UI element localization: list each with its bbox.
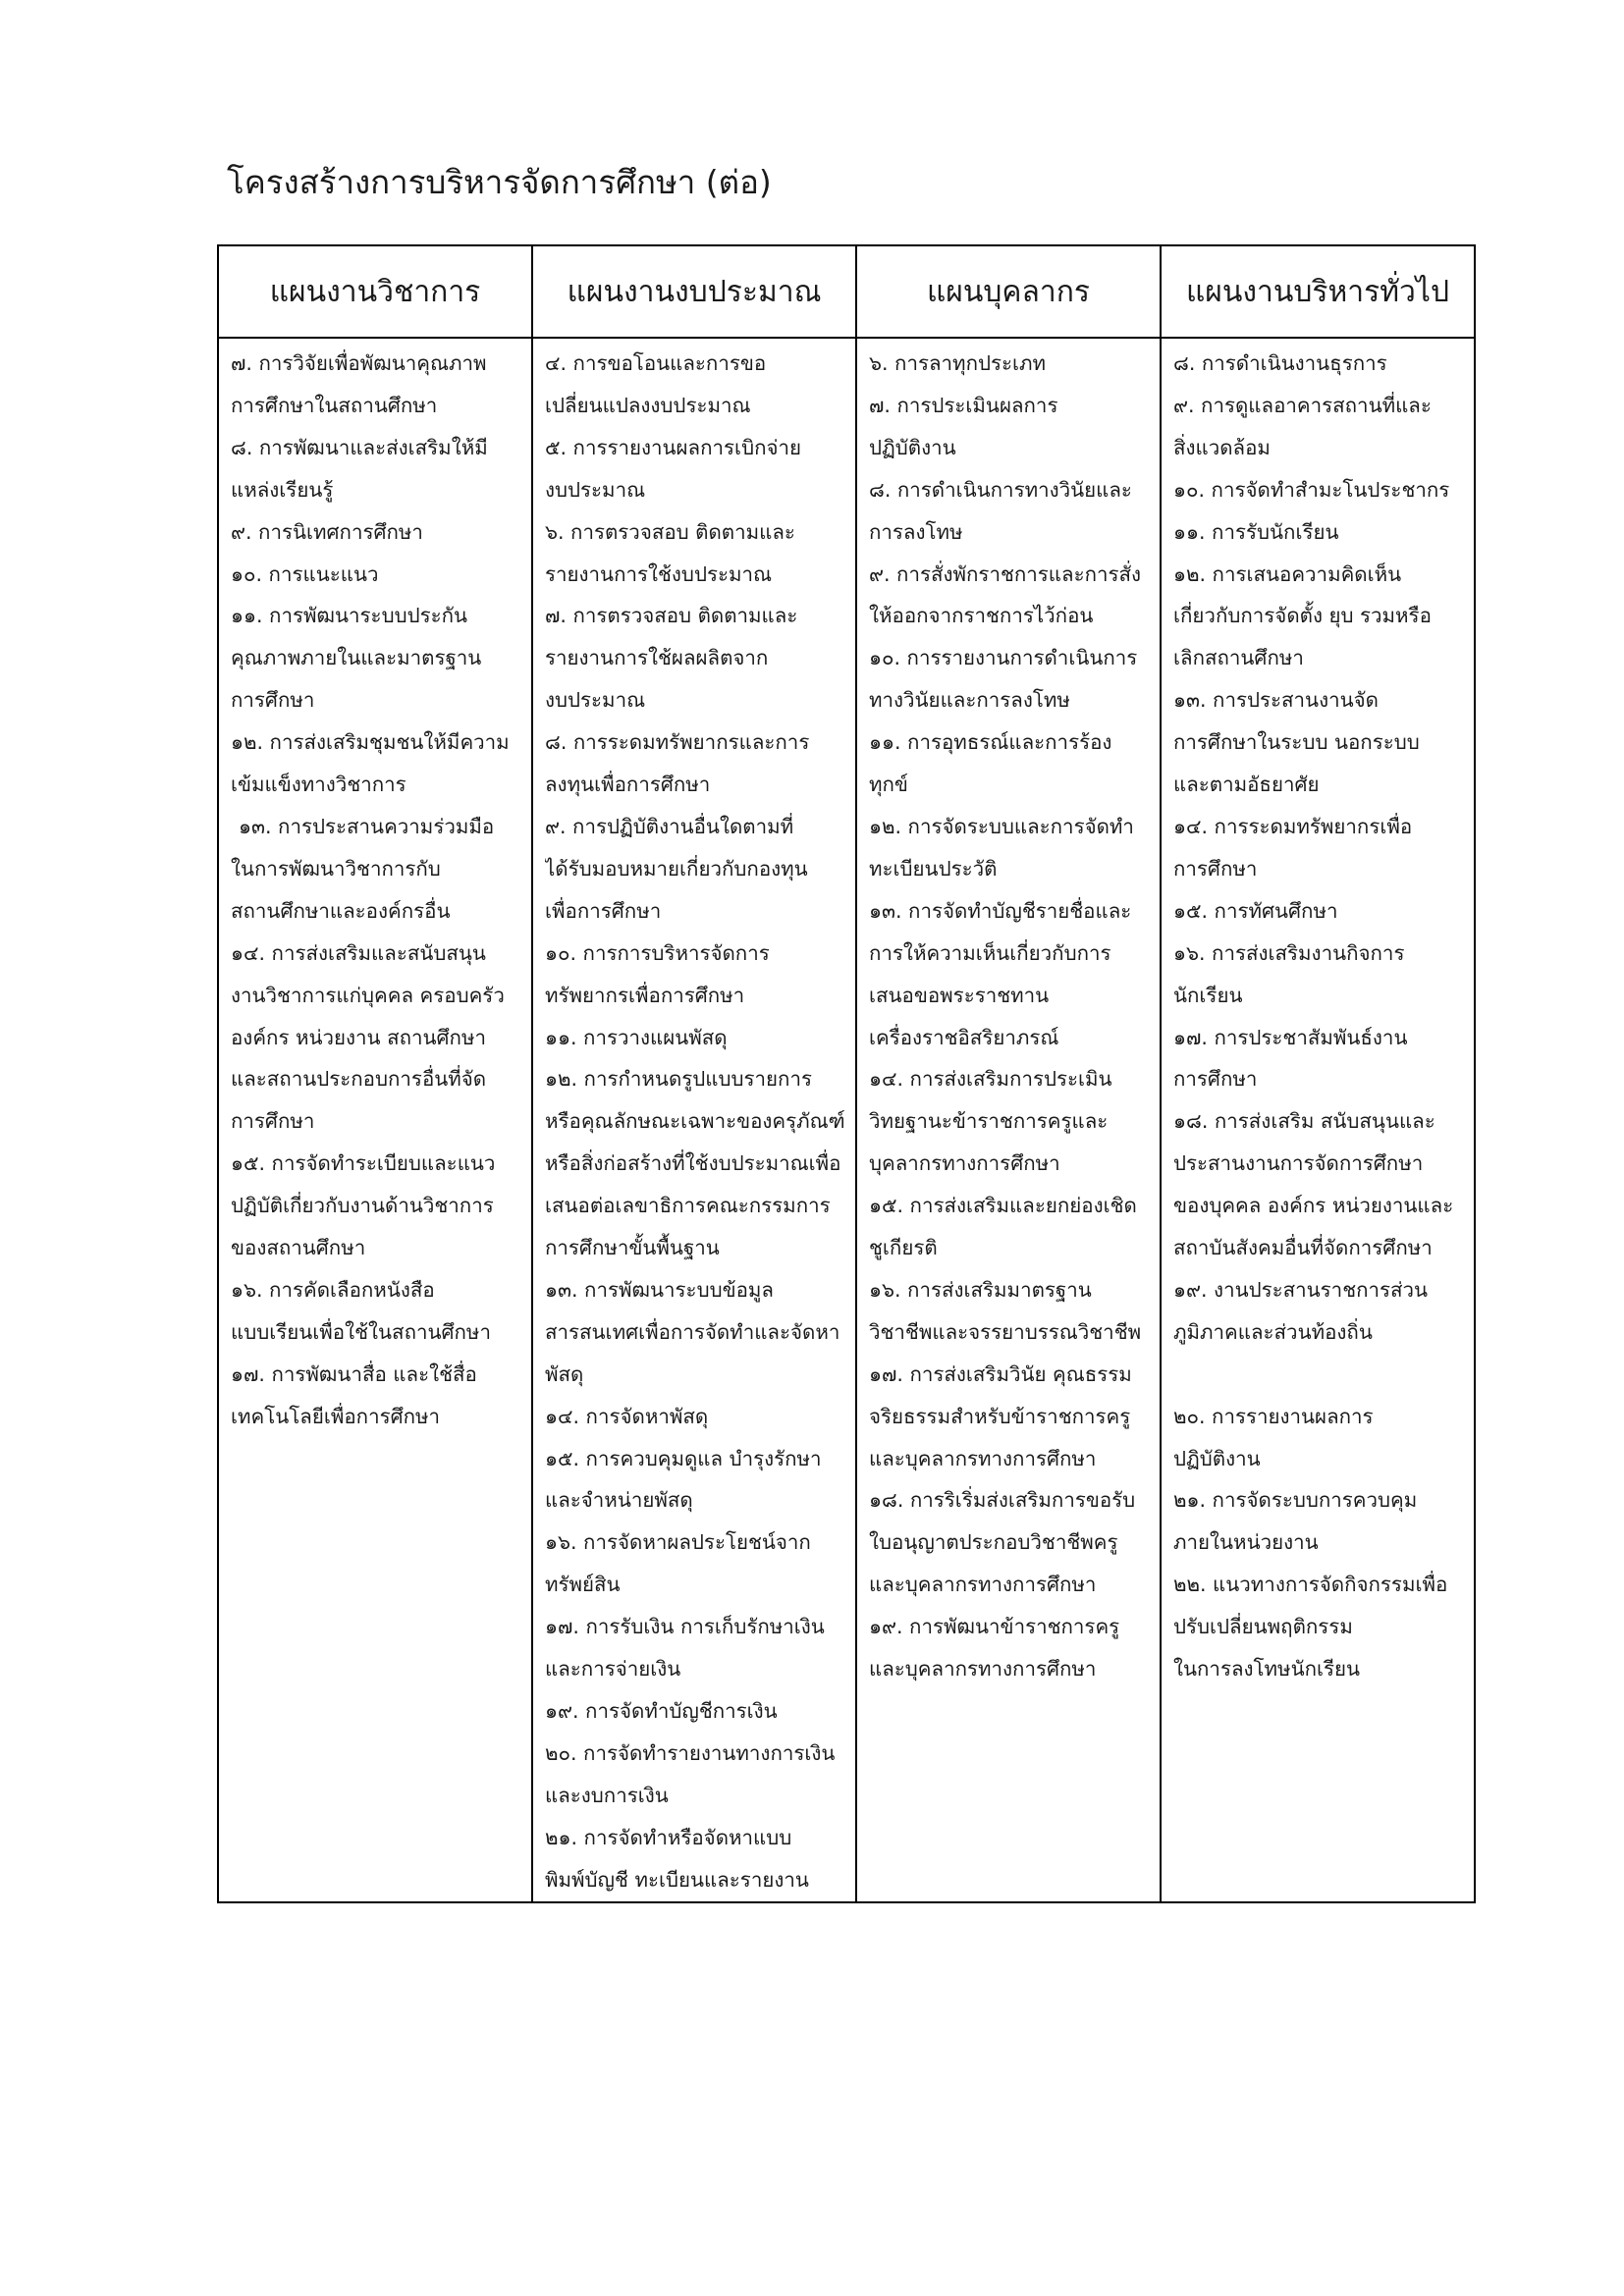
list-item: แบบเรียนเพื่อใช้ในสถานศึกษา	[231, 1319, 491, 1344]
page-title: โครงสร้างการบริหารจัดการศึกษา (ต่อ)	[227, 163, 772, 201]
list-item: ภายในหน่วยงาน	[1173, 1530, 1319, 1555]
list-item: ๑๒. การจัดระบบและการจัดทำ	[869, 814, 1134, 838]
list-item: ๒๑. การจัดระบบการควบคุม	[1173, 1488, 1418, 1513]
list-item: เกี่ยวกับการจัดตั้ง ยุบ รวมหรือ	[1173, 604, 1432, 628]
list-item: ๑๒. การเสนอความคิดเห็น	[1173, 561, 1402, 586]
column-header-academic: แผนงานวิชาการ	[218, 245, 532, 338]
list-item: รายงานการใช้ผลผลิตจาก	[545, 646, 769, 670]
list-item: ลงทุนเพื่อการศึกษา	[545, 773, 711, 797]
list-item: ๙. การปฏิบัติงานอื่นใดตามที่	[545, 814, 794, 838]
list-item: สถานศึกษาและองค์กรอื่น	[231, 898, 451, 923]
list-item: และการจ่ายเงิน	[545, 1657, 681, 1682]
list-item: การศึกษา	[231, 1109, 315, 1134]
list-item: ๑๐. การรายงานการดำเนินการ	[869, 646, 1138, 670]
list-item: บุคลากรทางการศึกษา	[869, 1151, 1060, 1176]
list-item: การลงโทษ	[869, 519, 963, 544]
column-academic	[218, 338, 532, 1902]
list-item: ๒๑. การจัดทำหรือจัดหาแบบ	[545, 1825, 792, 1849]
content-row	[218, 338, 1475, 1902]
list-item: เครื่องราชอิสริยาภรณ์	[869, 1025, 1059, 1049]
list-item: งบประมาณ	[545, 688, 646, 713]
list-item: พิมพ์บัญชี ทะเบียนและรายงาน	[545, 1867, 809, 1892]
list-item: ทรัพยากรเพื่อการศึกษา	[545, 983, 745, 1007]
list-item: ๘. การดำเนินการทางวินัยและ	[869, 477, 1132, 502]
list-item	[1173, 1354, 1466, 1396]
list-item: หรือคุณลักษณะเฉพาะของครุภัณฑ์	[545, 1109, 845, 1134]
list-item: ใบอนุญาตประกอบวิชาชีพครู	[869, 1530, 1118, 1555]
list-item: องค์กร หน่วยงาน สถานศึกษา	[231, 1025, 486, 1049]
list-item: ๔. การขอโอนและการขอ	[545, 351, 767, 375]
list-item: คุณภาพภายในและมาตรฐาน	[231, 646, 482, 670]
list-item: ทางวินัยและการลงโทษ	[869, 688, 1070, 713]
list-item: งานวิชาการแก่บุคคล ครอบครัว	[231, 983, 505, 1007]
list-item: ๑๖. การจัดหาผลประโยชน์จาก	[545, 1530, 811, 1555]
list-item: เพื่อการศึกษา	[545, 898, 662, 923]
list-item: ๙. การดูแลอาคารสถานที่และ	[1173, 393, 1432, 417]
list-item: ๘. การพัฒนาและส่งเสริมให้มี	[231, 435, 488, 459]
column-general-admin	[1161, 338, 1475, 1902]
list-item: การให้ความเห็นเกี่ยวกับการ	[869, 940, 1111, 965]
list-item: ๖. การลาทุกประเภท	[869, 351, 1047, 375]
list-item: ๑๕. การควบคุมดูแล บำรุงรักษา	[545, 1446, 822, 1470]
list-item: ในการพัฒนาวิชาการกับ	[231, 856, 441, 881]
list-item: ๑๗. การรับเงิน การเก็บรักษาเงิน	[545, 1615, 825, 1639]
list-item: ๗. การตรวจสอบ ติดตามและ	[545, 604, 798, 628]
list-item: การศึกษา	[1173, 1067, 1258, 1092]
list-item: ๑๑. การพัฒนาระบบประกัน	[231, 604, 468, 628]
list-item: ๑๑. การอุทธรณ์และการร้อง	[869, 730, 1112, 755]
list-item: ๘. การดำเนินงานธุรการ	[1173, 351, 1387, 375]
list-item: ๑๓. การจัดทำบัญชีรายชื่อและ	[869, 898, 1132, 923]
list-item: การศึกษา	[1173, 856, 1258, 881]
column-personnel	[856, 338, 1161, 1902]
list-item: ๑๕. การทัศนศึกษา	[1173, 898, 1338, 923]
list-item: ๑๐. การแนะแนว	[231, 561, 379, 586]
list-item: ปฏิบัติงาน	[869, 435, 956, 459]
list-item: ปฏิบัติเกี่ยวกับงานด้านวิชาการ	[231, 1194, 494, 1218]
list-item: เสนอต่อเลขาธิการคณะกรรมการ	[545, 1194, 831, 1218]
list-item: ๒๒. แนวทางการจัดกิจกรรมเพื่อ	[1173, 1573, 1448, 1597]
list-item: ๑๗. การประชาสัมพันธ์งาน	[1173, 1025, 1408, 1049]
list-item: ทรัพย์สิน	[545, 1573, 621, 1597]
list-item: ในการลงโทษนักเรียน	[1173, 1657, 1361, 1682]
list-item: ๑๘. การส่งเสริม สนับสนุนและ	[1173, 1109, 1435, 1134]
list-item: ๑๓. การประสานความร่วมมือ	[239, 814, 495, 838]
list-item: วิทยฐานะข้าราชการครูและ	[869, 1109, 1109, 1134]
list-item: ๖. การตรวจสอบ ติดตามและ	[545, 519, 795, 544]
list-item: ๑๒. การกำหนดรูปแบบรายการ	[545, 1067, 812, 1092]
list-item: และจำหน่ายพัสดุ	[545, 1488, 693, 1513]
list-item: สารสนเทศเพื่อการจัดทำและจัดหา	[545, 1319, 840, 1344]
list-item: ให้ออกจากราชการไว้ก่อน	[869, 604, 1094, 628]
list-item: ๑๙. งานประสานราชการส่วน	[1173, 1277, 1429, 1302]
list-item: ๑๙. การพัฒนาข้าราชการครู	[869, 1615, 1120, 1639]
list-item: ๑๑. การรับนักเรียน	[1173, 519, 1339, 544]
list-item: หรือสิ่งก่อสร้างที่ใช้งบประมาณเพื่อ	[545, 1151, 841, 1176]
list-item: ๑๒. การส่งเสริมชุมชนให้มีความ	[231, 730, 510, 755]
list-item: ๑๕. การส่งเสริมและยกย่องเชิด	[869, 1194, 1137, 1218]
list-item: ๙. การสั่งพักราชการและการสั่ง	[869, 561, 1142, 586]
list-item: ๑๔. การส่งเสริมและสนับสนุน	[231, 940, 486, 965]
list-item: สิ่งแวดล้อม	[1173, 435, 1271, 459]
list-item: ๑๘. การริเริ่มส่งเสริมการขอรับ	[869, 1488, 1136, 1513]
list-item: การศึกษาขั้นพื้นฐาน	[545, 1236, 720, 1260]
list-item: ของบุคคล องค์กร หน่วยงานและ	[1173, 1194, 1454, 1218]
list-item: และบุคลากรทางการศึกษา	[869, 1446, 1097, 1470]
list-item: ได้รับมอบหมายเกี่ยวกับกองทุน	[545, 856, 808, 881]
list-item: จริยธรรมสำหรับข้าราชการครู	[869, 1404, 1131, 1428]
column-header-personnel: แผนบุคลากร	[856, 245, 1161, 338]
list-item: เข้มแข็งทางวิชาการ	[231, 773, 406, 797]
list-item: ทะเบียนประวัติ	[869, 856, 998, 881]
list-item: ประสานงานการจัดการศึกษา	[1173, 1151, 1424, 1176]
header-row	[218, 245, 1475, 338]
list-item: งบประมาณ	[545, 477, 646, 502]
list-item: การศึกษา	[231, 688, 315, 713]
list-item: ๑๓. การพัฒนาระบบข้อมูล	[545, 1277, 774, 1302]
list-item: แหล่งเรียนรู้	[231, 477, 334, 502]
list-item: ๑๕. การจัดทำระเบียบและแนว	[231, 1151, 496, 1176]
list-item: ๑๙. การจัดทำบัญชีการเงิน	[545, 1699, 778, 1723]
column-header-general-admin: แผนงานบริหารทั่วไป	[1161, 245, 1475, 338]
list-item: และงบการเงิน	[545, 1783, 669, 1807]
list-item: ภูมิภาคและส่วนท้องถิ่น	[1173, 1319, 1373, 1344]
list-item: รายงานการใช้งบประมาณ	[545, 561, 773, 586]
list-item: ๑๐. การการบริหารจัดการ	[545, 940, 770, 965]
list-item: ๒๐. การรายงานผลการ	[1173, 1404, 1374, 1428]
list-item: ๑๔. การระดมทรัพยากรเพื่อ	[1173, 814, 1413, 838]
list-item: ๑๓. การประสานงานจัด	[1173, 688, 1379, 713]
list-item: ๒๐. การจัดทำรายงานทางการเงิน	[545, 1740, 836, 1765]
list-item: เทคโนโลยีเพื่อการศึกษา	[231, 1404, 441, 1428]
list-item: ๑๔. การส่งเสริมการประเมิน	[869, 1067, 1112, 1092]
list-item: ๕. การรายงานผลการเบิกจ่าย	[545, 435, 802, 459]
list-item: ๗. การวิจัยเพื่อพัฒนาคุณภาพ	[231, 351, 487, 375]
list-item: การศึกษาในสถานศึกษา	[231, 393, 438, 417]
column-budget	[532, 338, 856, 1902]
list-item: นักเรียน	[1173, 983, 1243, 1007]
list-item: ๗. การประเมินผลการ	[869, 393, 1058, 417]
list-item: ๑๖. การส่งเสริมงานกิจการ	[1173, 940, 1405, 965]
list-item: ทุกข์	[869, 773, 908, 797]
list-item: ๑๔. การจัดหาพัสดุ	[545, 1404, 709, 1428]
list-item: และสถานประกอบการอื่นที่จัด	[231, 1067, 487, 1092]
list-item: ๑๖. การส่งเสริมมาตรฐาน	[869, 1277, 1092, 1302]
list-item: เสนอขอพระราชทาน	[869, 983, 1050, 1007]
structure-table	[217, 244, 1476, 1903]
list-item: เลิกสถานศึกษา	[1173, 646, 1304, 670]
list-item: และตามอัธยาศัย	[1173, 773, 1320, 797]
list-item: ๙. การนิเทศการศึกษา	[231, 519, 423, 544]
list-item: เปลี่ยนแปลงงบประมาณ	[545, 393, 751, 417]
list-item: ๘. การระดมทรัพยากรและการ	[545, 730, 810, 755]
list-item: ชูเกียรติ	[869, 1236, 938, 1260]
list-item: ๑๑. การวางแผนพัสดุ	[545, 1025, 728, 1049]
list-item: ๑๖. การคัดเลือกหนังสือ	[231, 1277, 435, 1302]
list-item: สถาบันสังคมอื่นที่จัดการศึกษา	[1173, 1236, 1433, 1260]
list-item: และบุคลากรทางการศึกษา	[869, 1657, 1097, 1682]
list-item: การศึกษาในระบบ นอกระบบ	[1173, 730, 1420, 755]
list-item: ๑๗. การส่งเสริมวินัย คุณธรรม	[869, 1362, 1132, 1386]
list-item: ปฏิบัติงาน	[1173, 1446, 1261, 1470]
column-header-budget: แผนงานงบประมาณ	[532, 245, 856, 338]
list-item: วิชาชีพและจรรยาบรรณวิชาชีพ	[869, 1319, 1142, 1344]
list-item: ปรับเปลี่ยนพฤติกรรม	[1173, 1615, 1353, 1639]
list-item: ๑๗. การพัฒนาสื่อ และใช้สื่อ	[231, 1362, 477, 1386]
list-item: ของสถานศึกษา	[231, 1236, 366, 1260]
list-item: และบุคลากรทางการศึกษา	[869, 1573, 1097, 1597]
list-item: ๑๐. การจัดทำสำมะโนประชากร	[1173, 477, 1450, 502]
list-item: พัสดุ	[545, 1362, 584, 1386]
